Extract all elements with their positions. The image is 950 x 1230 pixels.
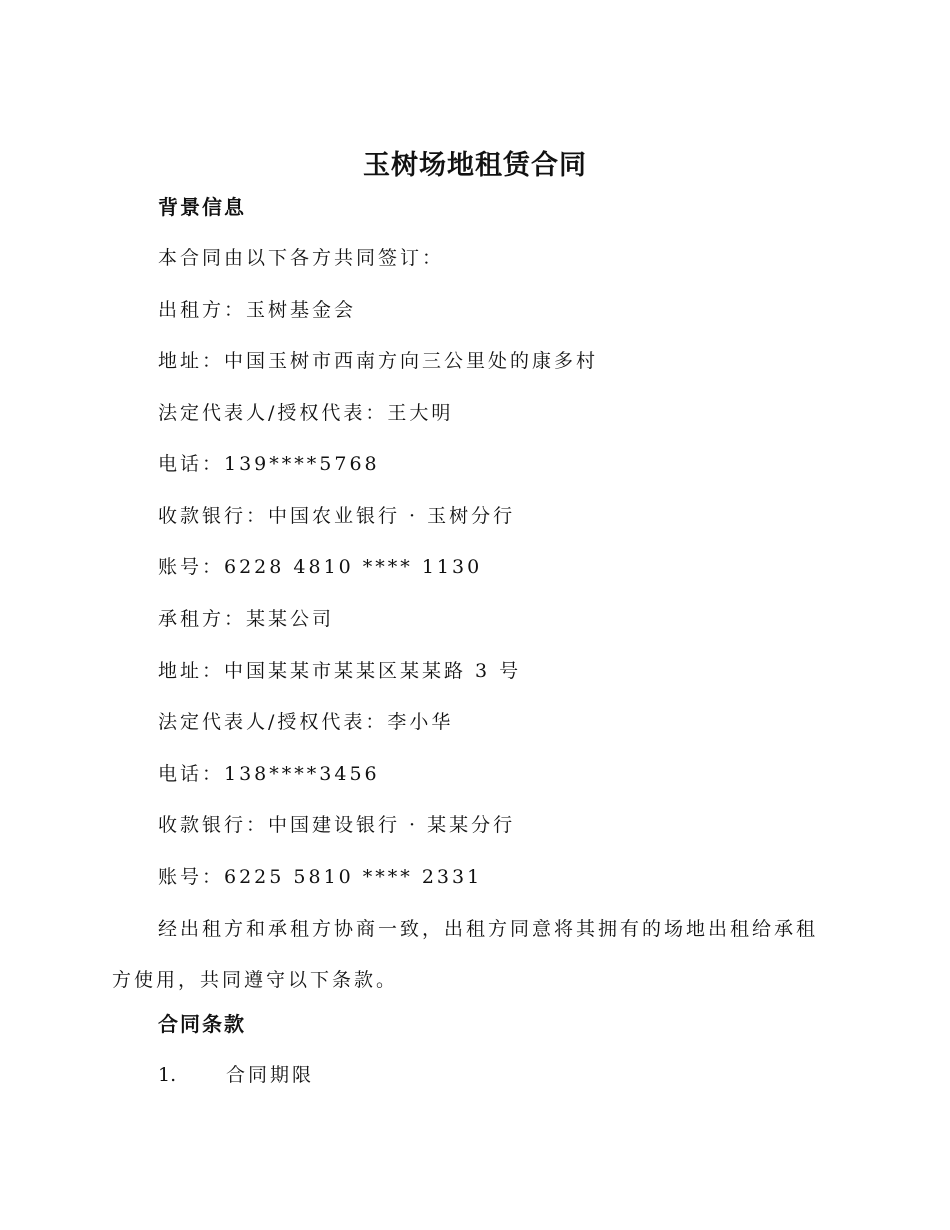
intro-line: 本合同由以下各方共同签订： [158,247,445,269]
lessor-account: 账号：6228 4810 **** 1130 [158,556,483,578]
agreement-paragraph: 经出租方和承租方协商一致，出租方同意将其拥有的场地出租给承租方使用，共同遵守以下条款。 [112,918,819,991]
lessor-representative: 法定代表人/授权代表：王大明 [158,402,454,424]
document-title: 玉树场地租赁合同 [363,150,587,181]
lessee-phone: 电话：138****3456 [158,763,380,785]
term-item-number: 1. [158,1064,177,1086]
lessee-line: 承租方：某某公司 [158,608,335,630]
lessor-phone: 电话：139****5768 [158,453,380,475]
section-heading-terms: 合同条款 [158,1012,246,1036]
lessor-address: 地址：中国玉树市西南方向三公里处的康多村 [158,350,599,372]
section-heading-background: 背景信息 [158,195,246,219]
lessee-account: 账号：6225 5810 **** 2331 [158,866,483,888]
lessor-line: 出租方：玉树基金会 [158,299,357,321]
lessor-bank: 收款银行：中国农业银行 · 玉树分行 [158,505,516,527]
lessee-bank: 收款银行：中国建设银行 · 某某分行 [158,814,516,836]
term-item [158,1060,314,1090]
term-item-text: 合同期限 [226,1064,315,1086]
lessee-representative: 法定代表人/授权代表：李小华 [158,711,454,733]
lessee-address: 地址：中国某某市某某区某某路 3 号 [158,660,522,682]
